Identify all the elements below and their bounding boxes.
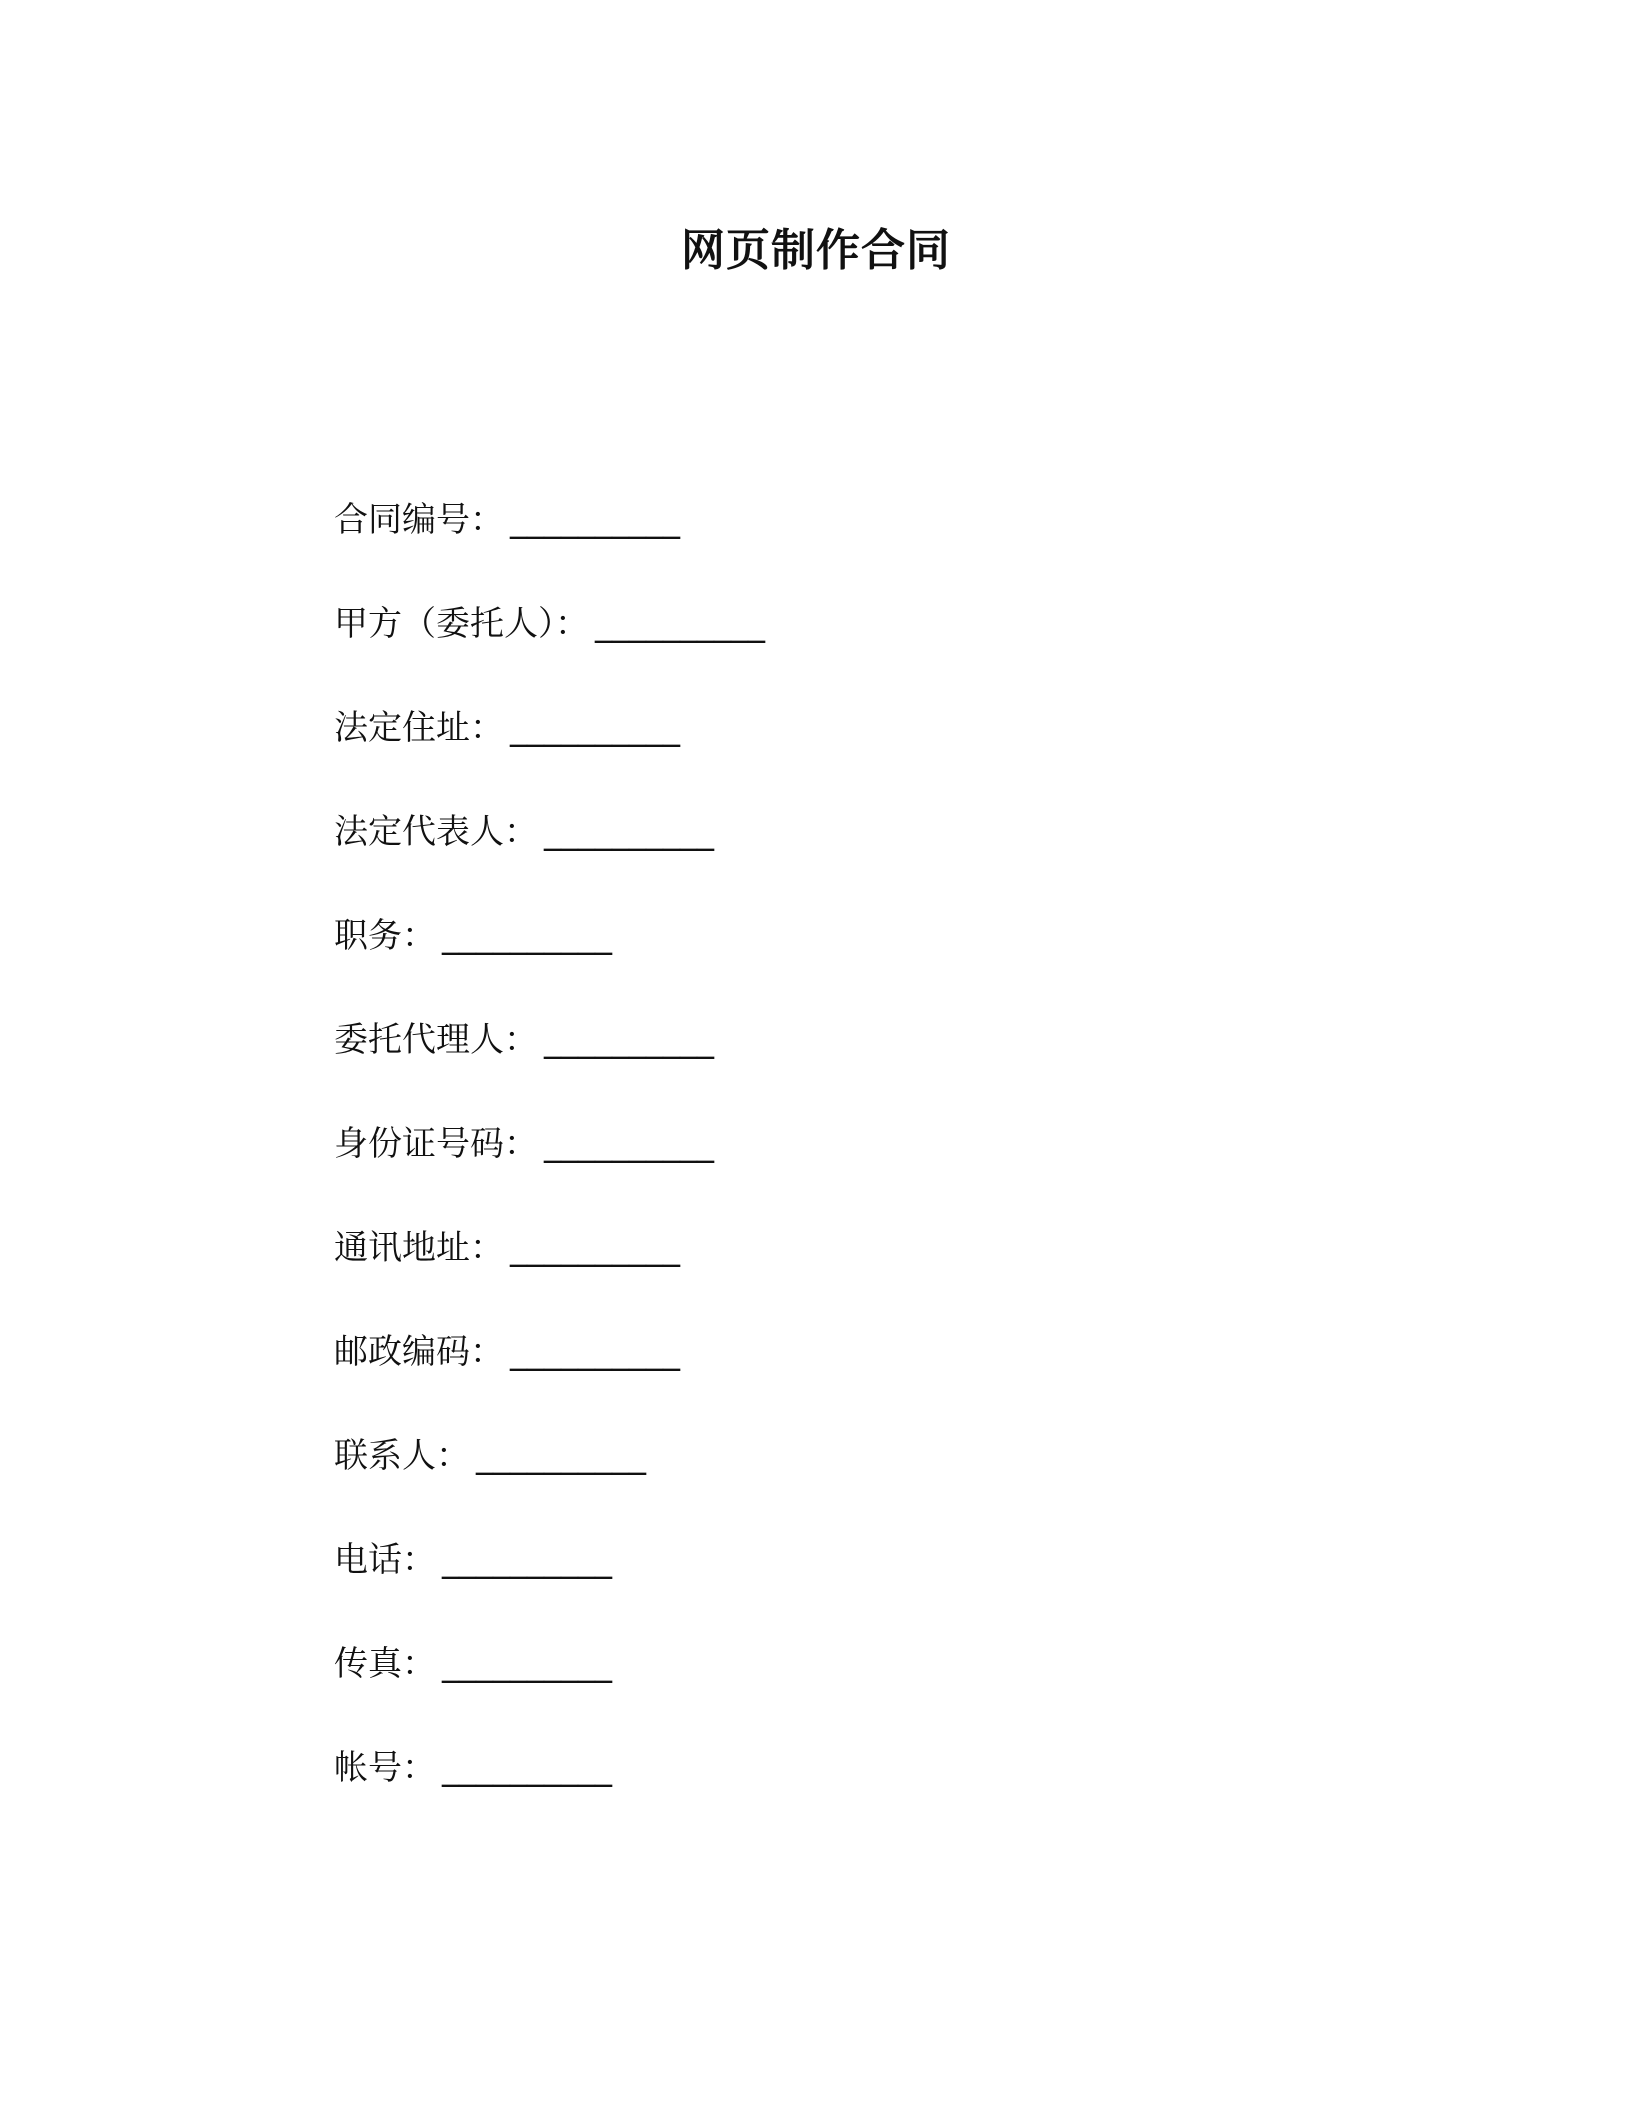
field-mailing-address xyxy=(334,1218,765,1322)
field-label: 委托代理人： xyxy=(334,1020,538,1060)
field-blank: __________ xyxy=(510,1332,680,1372)
field-legal-address xyxy=(334,698,765,802)
field-blank: __________ xyxy=(442,1748,612,1788)
field-account-number xyxy=(334,1738,765,1842)
party-a-info-list xyxy=(334,490,765,1842)
field-blank: __________ xyxy=(476,1436,646,1476)
field-label: 身份证号码： xyxy=(334,1124,538,1164)
field-blank: __________ xyxy=(544,1124,714,1164)
field-blank: __________ xyxy=(510,1228,680,1268)
field-label: 职务： xyxy=(334,916,436,956)
field-blank: __________ xyxy=(442,916,612,956)
field-label: 传真： xyxy=(334,1644,436,1684)
field-phone xyxy=(334,1530,765,1634)
field-blank: __________ xyxy=(595,604,765,644)
field-contact-person xyxy=(334,1426,765,1530)
field-blank: __________ xyxy=(442,1540,612,1580)
field-fax xyxy=(334,1634,765,1738)
field-label: 通讯地址： xyxy=(334,1228,504,1268)
field-label: 邮政编码： xyxy=(334,1332,504,1372)
field-blank: __________ xyxy=(510,708,680,748)
field-label: 电话： xyxy=(334,1540,436,1580)
field-blank: __________ xyxy=(544,1020,714,1060)
field-legal-representative xyxy=(334,802,765,906)
field-blank: __________ xyxy=(442,1644,612,1684)
document-title: 网页制作合同 xyxy=(681,225,951,276)
field-label: 甲方（委托人）： xyxy=(334,604,589,644)
field-label: 合同编号： xyxy=(334,500,504,540)
field-label: 联系人： xyxy=(334,1436,470,1476)
field-label: 法定代表人： xyxy=(334,812,538,852)
field-position xyxy=(334,906,765,1010)
field-blank: __________ xyxy=(544,812,714,852)
field-label: 法定住址： xyxy=(334,708,504,748)
field-postal-code xyxy=(334,1322,765,1426)
field-blank: __________ xyxy=(510,500,680,540)
field-party-a xyxy=(334,594,765,698)
field-authorized-agent xyxy=(334,1010,765,1114)
field-id-number xyxy=(334,1114,765,1218)
field-contract-number xyxy=(334,490,765,594)
field-label: 帐号： xyxy=(334,1748,436,1788)
